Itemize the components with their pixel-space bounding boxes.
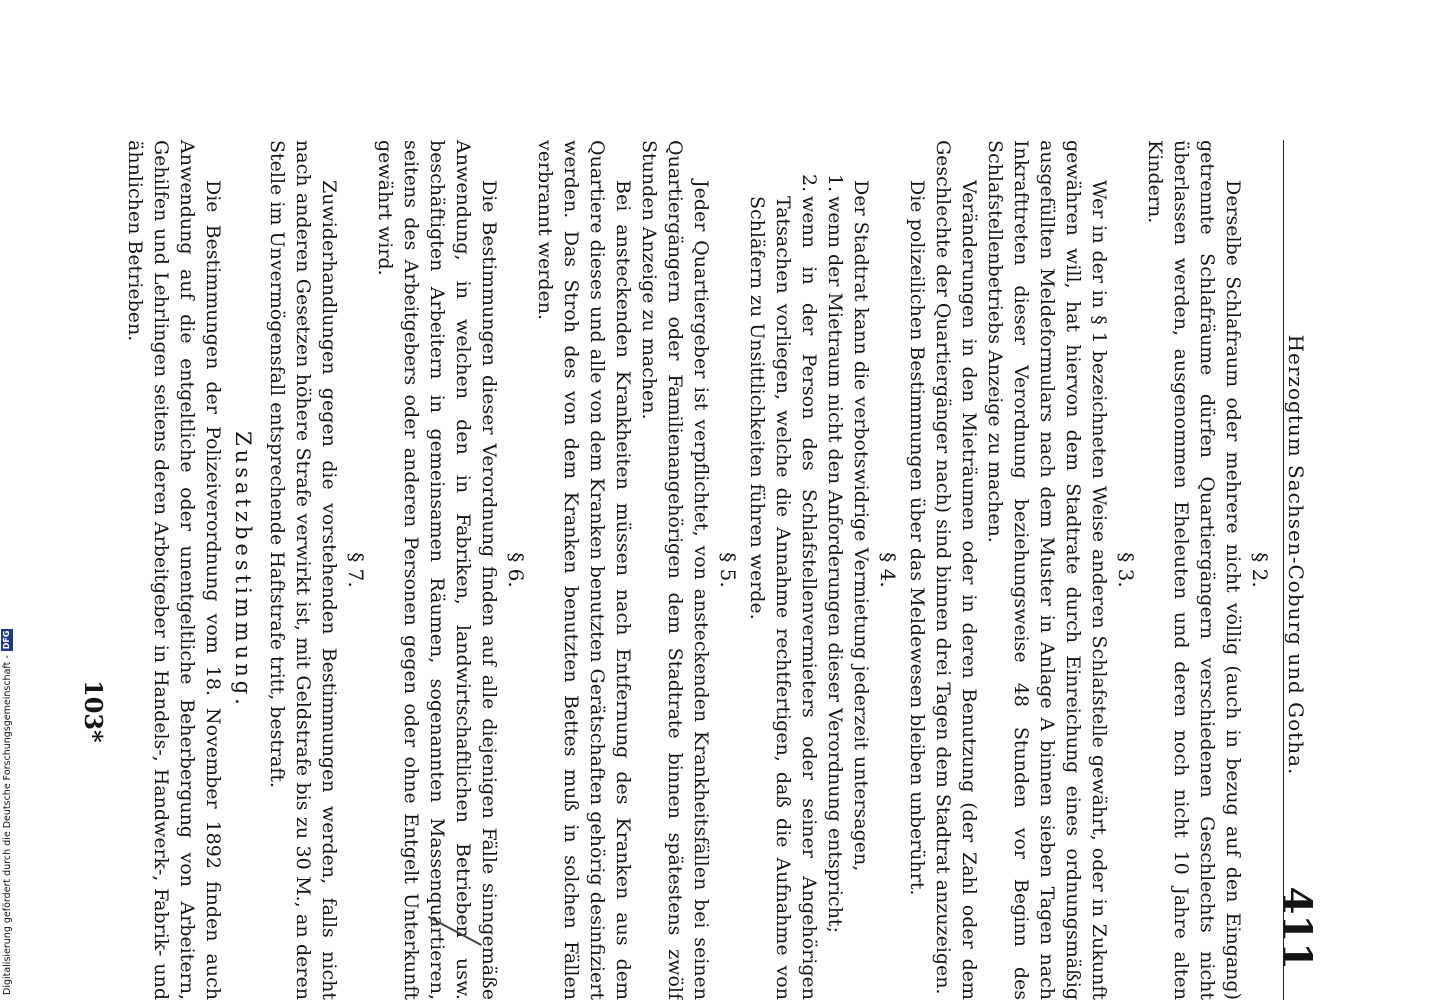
- section-6: [372, 140, 528, 1000]
- section-2: [1142, 140, 1272, 1000]
- dfg-logo-icon: DFG: [2, 630, 11, 650]
- list-number: 1.: [824, 174, 846, 193]
- list-item: [744, 174, 822, 1000]
- supplement-heading: Zusatzbestimmung.: [231, 431, 255, 709]
- paragraph: Bei ansteckenden Krankheiten müssen nach Entfernung des Kranken aus dem Quartiere dieses und alle von dem Kranken benutzten Gerätschaften gehörig desinfiziert werden. Das Stroh des von dem Kranken benutzten Bettes muß in solchen Fällen verbrannt werden.: [534, 140, 634, 1000]
- credit-text: Digitalisierung gefördert durch die Deutsche Forschungsgemeinschaft -: [1, 655, 13, 995]
- section-7: [264, 140, 368, 1000]
- supplement-section: [122, 140, 256, 1000]
- section-heading: § 3.: [1114, 552, 1138, 588]
- section-heading: § 4.: [876, 552, 900, 588]
- list-number: 2.: [798, 174, 820, 193]
- section-heading: § 5.: [716, 552, 740, 588]
- page-header: [1273, 140, 1320, 970]
- section-heading: § 2.: [1248, 552, 1272, 588]
- paragraph: Jeder Quartiergeber ist verpflichtet, von ansteckenden Krankheitsfällen bei seinen Quartiergängern oder Familienangehörigen dem Stadtrate binnen spätestens zwölf Stunden Anzeige zu machen.: [638, 140, 712, 1000]
- paragraph: Veränderungen in den Mieträumen oder in deren Benutzung (der Zahl oder dem Geschlechte der Quartiergänger nach) sind binnen drei Tagen dem Stadtrat anzuzeigen.: [932, 140, 980, 1000]
- paragraph: Wer in der in § 1 bezeichneten Weise anderen Schlafstelle gewährt, oder in Zukunft gewähren will, hat hiervon dem Stadtrate durch Einreichung eines ordnungsmäßig ausgefüllten Meldeformulars nach dem Muster in Anlage A binnen sieben Tagen nach Inkrafttreten dieser Verordnung beziehungsweise 48 Stunden vor Beginn des Schlafstellenbetriebs Anzeige zu machen.: [984, 140, 1110, 1000]
- list-text: wenn der Mietraum nicht den Anforderungen dieser Verordnung entspricht;: [824, 196, 846, 933]
- list-text: wenn in der Person des Schlafstellenvermieters oder seiner Angehörigen Tatsachen vorliegen, welche die Annahme rechtfertigen, daß die Aufnahme von Schläfern zu Unsittlichkeiten führen werde.: [746, 196, 820, 1000]
- running-head: Herzogtum Sachsen-Coburg und Gotha.: [1284, 334, 1308, 776]
- section-5: [532, 140, 740, 1000]
- numbered-list: [744, 140, 848, 1000]
- section-3: [904, 140, 1138, 1000]
- section-heading: § 7.: [344, 552, 368, 588]
- signature-mark: 103*: [79, 680, 108, 743]
- paragraph: Die Bestimmungen dieser Verordnung finden auf alle diejenigen Fälle sinngemäße Anwendung, in welchen den in Fabriken, landwirtschaftlichen Betrieben usw. beschäftigten Arbeitern in gemeinsamen Räumen, sogenannten Massenquartieren, seitens des Arbeitgebers oder anderen Personen gegen oder ohne Entgelt Unterkunft gewährt wird.: [374, 140, 500, 1000]
- page-number: 411: [1273, 886, 1320, 970]
- section-heading: § 6.: [504, 552, 528, 588]
- list-item: [822, 174, 848, 1000]
- paragraph: Die Bestimmungen der Polizeiverordnung vom 18. November 1892 finden auch Anwendung auf die entgeltliche oder unentgeltliche Beherbergung von Arbeitern, Gehilfen und Lehrlingen seitens deren Arbeitgeber in Handels-, Handwerk-, Fabrik- und ähnlichen Betrieben.: [124, 140, 224, 1000]
- paragraph: Der Stadtrat kann die verbotswidrige Vermietung jederzeit untersagen,: [850, 180, 872, 872]
- paragraph: Zuwiderhandlungen gegen die vorstehenden Bestimmungen werden, falls nicht nach anderen Gesetzen höhere Strafe verwirkt ist, mit Geldstrafe bis zu 30 M., an deren Stelle im Unvermögensfall entsprechende Haftstrafe tritt, bestraft.: [266, 140, 340, 1000]
- paragraph: Die polizeilichen Bestimmungen über das Meldewesen bleiben unberührt.: [906, 180, 928, 896]
- document-body: [122, 140, 1276, 1000]
- section-4: [744, 140, 900, 1000]
- digitization-credit: [0, 600, 14, 995]
- paragraph: Derselbe Schlafraum oder mehrere nicht völlig (auch in bezug auf den Eingang) getrennte Schlafräume dürfen Quartiergängern verschiedenen Geschlechts nicht überlassen werden, ausgenommen Eheleuten und deren noch nicht 10 Jahre alten Kindern.: [1144, 140, 1244, 1000]
- header-rule: [1283, 140, 1284, 1000]
